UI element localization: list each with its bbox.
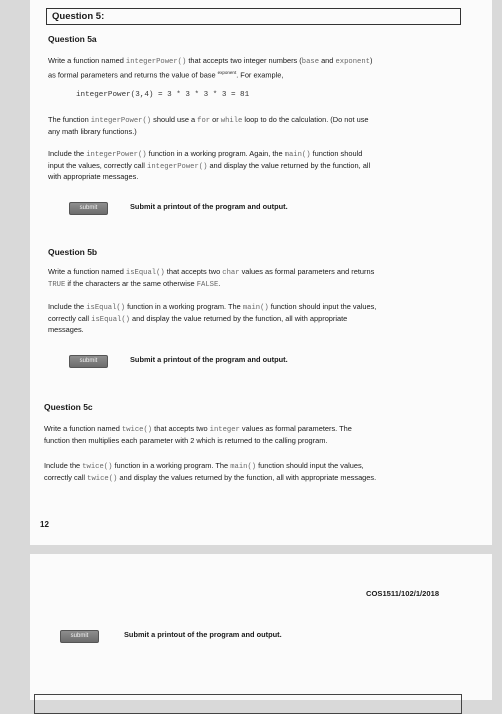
question-5c-submit-instruction: Submit a printout of the program and output. xyxy=(124,630,282,639)
question-5c-paragraph-2: Include the twice() function in a working program. The main() function should input the values, correctly call twice() and display the values returned by the function, all with appropriate messages. xyxy=(44,461,377,483)
page-number: 12 xyxy=(40,520,49,529)
question-5a-paragraph-3: Include the integerPower() function in a working program. Again, the main() function should input the values, correctly call integerPower() and display the value returned by the function, all with appropriate messages. xyxy=(48,149,371,181)
document-page-2 xyxy=(30,554,492,700)
question-5b-heading: Question 5b xyxy=(48,247,98,257)
question-5b-paragraph-2: Include the isEqual() function in a working program. The main() function should input the values, correctly call isEqual() and display the value returned by the function, all with appropriate messages. xyxy=(48,302,377,334)
next-question-box xyxy=(34,694,462,714)
question-5c-paragraph-1: Write a function named twice() that accepts two integer values as formal parameters. The function then multiplies each parameter with 2 which is returned to the calling program. xyxy=(44,424,352,445)
question-5b-submit-button[interactable]: submit xyxy=(69,355,108,368)
question-5a-submit-instruction: Submit a printout of the program and output. xyxy=(130,202,288,211)
question-5a-paragraph-1: Write a function named integerPower() that accepts two integer numbers (base and exponent) as formal parameters and returns the value of base $^{exponent}$. For example, xyxy=(48,56,373,79)
question-5c-heading: Question 5c xyxy=(44,402,93,412)
question-5-title-box xyxy=(46,8,461,25)
question-5b-submit-instruction: Submit a printout of the program and output. xyxy=(130,355,288,364)
question-5a-heading: Question 5a xyxy=(48,34,97,44)
document-page-1 xyxy=(30,0,492,545)
document-reference: COS1511/102/1/2018 xyxy=(366,589,440,598)
question-5b-paragraph-1: Write a function named isEqual() that accepts two char values as formal parameters and returns TRUE if the characters ar the same otherwise FALSE. xyxy=(48,267,375,289)
question-5a-paragraph-2: The function integerPower() should use a for or while loop to do the calculation. (Do not use any math library functions.) xyxy=(48,115,369,136)
question-5a-code-example: integerPower(3,4) = 3 * 3 * 3 * 3 = 81 xyxy=(76,91,250,99)
question-5c-submit-button[interactable]: submit xyxy=(60,630,99,643)
question-5a-submit-button[interactable]: submit xyxy=(69,202,108,215)
question-5-title: Question 5: xyxy=(52,11,105,22)
